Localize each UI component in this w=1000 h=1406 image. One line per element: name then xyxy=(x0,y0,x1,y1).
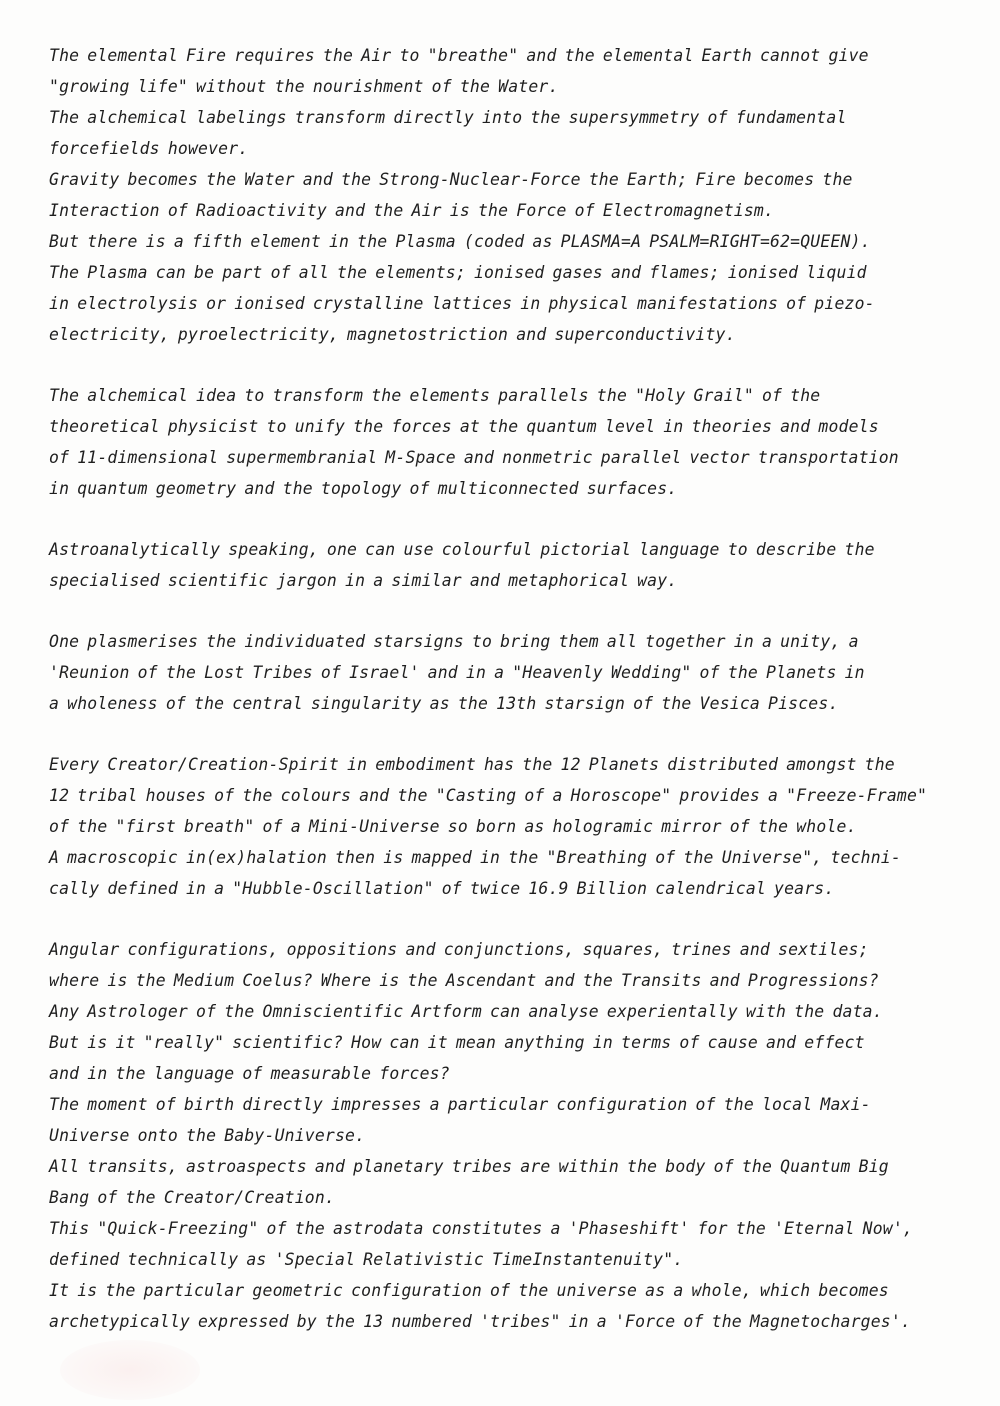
text-line: But is it "really" scientific? How can it mean anything in terms of cause and effect xyxy=(49,1033,865,1052)
paragraph xyxy=(49,749,979,904)
text-line: Gravity becomes the Water and the Strong-Nuclear-Force the Earth; Fire becomes the xyxy=(49,170,853,189)
text-line: Universe onto the Baby-Universe. xyxy=(49,1126,366,1145)
text-line: in electrolysis or ionised crystalline lattices in physical manifestations of piezo- xyxy=(49,294,875,313)
paragraph-gap xyxy=(49,504,979,534)
text-line: cally defined in a "Hubble-Oscillation" of twice 16.9 Billion calendrical years. xyxy=(49,879,835,898)
text-line: Every Creator/Creation-Spirit in embodiment has the 12 Planets distributed amongst the xyxy=(49,755,895,774)
text-line: of 11-dimensional supermembranial M-Space and nonmetric parallel vector transportation xyxy=(49,448,899,467)
text-line: The Plasma can be part of all the elements; ionised gases and flames; ionised liquid xyxy=(49,263,867,282)
text-line: and in the language of measurable forces? xyxy=(49,1064,450,1083)
text-line: "growing life" without the nourishment of the Water. xyxy=(49,77,559,96)
text-line: Astroanalytically speaking, one can use colourful pictorial language to describe the xyxy=(49,540,875,559)
text-line: The alchemical idea to transform the elements parallels the "Holy Grail" of the xyxy=(49,386,821,405)
paragraph xyxy=(49,380,979,504)
text-line: specialised scientific jargon in a similar and metaphorical way. xyxy=(49,571,678,590)
paragraph xyxy=(49,626,979,719)
text-line: One plasmerises the individuated starsigns to bring them all together in a unity, a xyxy=(49,632,859,651)
text-line: All transits, astroaspects and planetary tribes are within the body of the Quantum Big xyxy=(49,1157,889,1176)
text-line: The elemental Fire requires the Air to "breathe" and the elemental Earth cannot give xyxy=(49,46,869,65)
text-line: defined technically as 'Special Relativistic TimeInstantenuity". xyxy=(49,1250,684,1269)
text-line: Any Astrologer of the Omniscientific Artform can analyse experientally with the data. xyxy=(49,1002,883,1021)
paragraph xyxy=(49,40,979,350)
text-line: This "Quick-Freezing" of the astrodata constitutes a 'Phaseshift' for the 'Eternal Now', xyxy=(49,1219,913,1238)
text-line: But there is a fifth element in the Plasma (coded as PLASMA=A PSALM=RIGHT=62=QUEEN). xyxy=(49,232,871,251)
paragraph-gap xyxy=(49,350,979,380)
text-line: The moment of birth directly impresses a particular configuration of the local Maxi- xyxy=(49,1095,871,1114)
text-line: archetypically expressed by the 13 numbered 'tribes" in a 'Force of the Magnetocharges'. xyxy=(49,1312,911,1331)
text-line: Angular configurations, oppositions and conjunctions, squares, trines and sextiles; xyxy=(49,940,869,959)
text-line: Interaction of Radioactivity and the Air is the Force of Electromagnetism. xyxy=(49,201,775,220)
text-line: It is the particular geometric configuration of the universe as a whole, which becomes xyxy=(49,1281,889,1300)
text-line: a wholeness of the central singularity as the 13th starsign of the Vesica Pisces. xyxy=(49,694,839,713)
text-line: of the "first breath" of a Mini-Universe so born as hologramic mirror of the whole. xyxy=(49,817,857,836)
text-line: in quantum geometry and the topology of multiconnected surfaces. xyxy=(49,479,678,498)
text-line: A macroscopic in(ex)halation then is mapped in the "Breathing of the Universe", techni- xyxy=(49,848,901,867)
text-line: electricity, pyroelectricity, magnetostriction and superconductivity. xyxy=(49,325,736,344)
paper-smudge xyxy=(60,1340,200,1400)
paragraph xyxy=(49,534,979,596)
text-line: where is the Medium Coelus? Where is the Ascendant and the Transits and Progressions? xyxy=(49,971,879,990)
text-line: forcefields however. xyxy=(49,139,249,158)
text-line: Bang of the Creator/Creation. xyxy=(49,1188,335,1207)
paragraph xyxy=(49,934,979,1337)
text-line: 12 tribal houses of the colours and the "Casting of a Horoscope" provides a "Freeze-Frame" xyxy=(49,786,928,805)
text-line: The alchemical labelings transform directly into the supersymmetry of fundamental xyxy=(49,108,847,127)
text-line: 'Reunion of the Lost Tribes of Israel' and in a "Heavenly Wedding" of the Planets in xyxy=(49,663,865,682)
paragraph-gap xyxy=(49,904,979,934)
paragraph-gap xyxy=(49,596,979,626)
text-line: theoretical physicist to unify the forces at the quantum level in theories and models xyxy=(49,417,879,436)
document-body xyxy=(49,40,979,1337)
paragraph-gap xyxy=(49,719,979,749)
